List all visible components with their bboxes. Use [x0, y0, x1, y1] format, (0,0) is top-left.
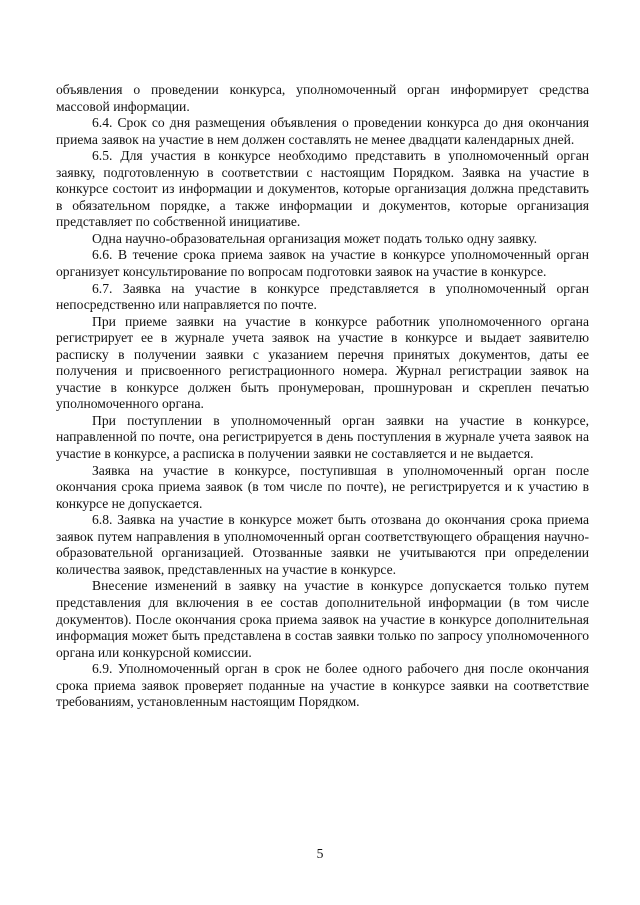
paragraph-6-4: 6.4. Срок со дня размещения объявления о проведении конкурса до дня окончания приема заявок на участие в нем должен составлять не менее двадцати календарных дней. — [56, 115, 589, 147]
paragraph-one-application: Одна научно-образовательная организация может подать только одну заявку. — [92, 230, 537, 246]
paragraph-registration: При приеме заявки на участие в конкурсе работник уполномоченного органа регистрирует ее в журнале учета заявок на участие в конкурсе и выдает заявителю расписку в получении заявки с указанием перечня принятых документов, даты ее получения и присвоенного регистрационного номера. Журнал регистрации заявок на участие в конкурсе должен быть пронумерован, прошнурован и скреплен печатью уполномоченного органа. — [56, 313, 589, 412]
page-number: 5 — [316, 846, 324, 861]
paragraph-6-8: 6.8. Заявка на участие в конкурсе может быть отозвана до окончания срока приема заявок путем направления в уполномоченный орган соответствующего обращения научно-образовательной организацией. Отозванные заявки не учитываются при определении количества заявок, представленных на участие в конкурсе. — [56, 512, 589, 577]
paragraph-late-application: Заявка на участие в конкурсе, поступившая в уполномоченный орган после окончания срока приема заявок (в том числе по почте), не регистрируется и к участию в конкурсе не допускается. — [56, 462, 589, 511]
paragraph-6-7: 6.7. Заявка на участие в конкурсе представляется в уполномоченный орган непосредственно или направляется по почте. — [56, 280, 589, 313]
paragraph-6-5: 6.5. Для участия в конкурсе необходимо представить в уполномоченный орган заявку, подготовленную в соответствии с настоящим Порядком. Заявка на участие в конкурсе состоит из информации и документов, которые организация должна представить в обязательном порядке, а также информации и документов, которые организация представляет по собственной инициативе. — [56, 148, 589, 230]
paragraph-6-9: 6.9. Уполномоченный орган в срок не более одного рабочего дня после окончания срока приема заявок проверяет поданные на участие в конкурсе заявки на соответствие требованиям, установленным настоящим Порядком. — [56, 661, 589, 710]
paragraph-6-6: 6.6. В течение срока приема заявок на участие в конкурсе уполномоченный орган организует консультирование по вопросам подготовки заявок на участие в конкурсе. — [56, 247, 589, 280]
paragraph-postal: При поступлении в уполномоченный орган заявки на участие в конкурсе, направленной по почте, она регистрируется в день поступления в журнале учета заявок на участие в конкурсе, а расписка в получении заявки не составляется и не выдается. — [56, 412, 589, 462]
paragraph-continuation: объявления о проведении конкурса, уполномоченный орган информирует средства массовой информации. — [56, 82, 589, 114]
paragraph-changes: Внесение изменений в заявку на участие в конкурсе допускается только путем представления для включения в ее состав дополнительной информации (в том числе документов). После окончания срока приема заявок на участие в конкурсе дополнительная информация может быть представлена в состав заявки только по запросу уполномоченного органа или конкурсной комиссии. — [56, 578, 589, 660]
document-body — [56, 82, 589, 711]
